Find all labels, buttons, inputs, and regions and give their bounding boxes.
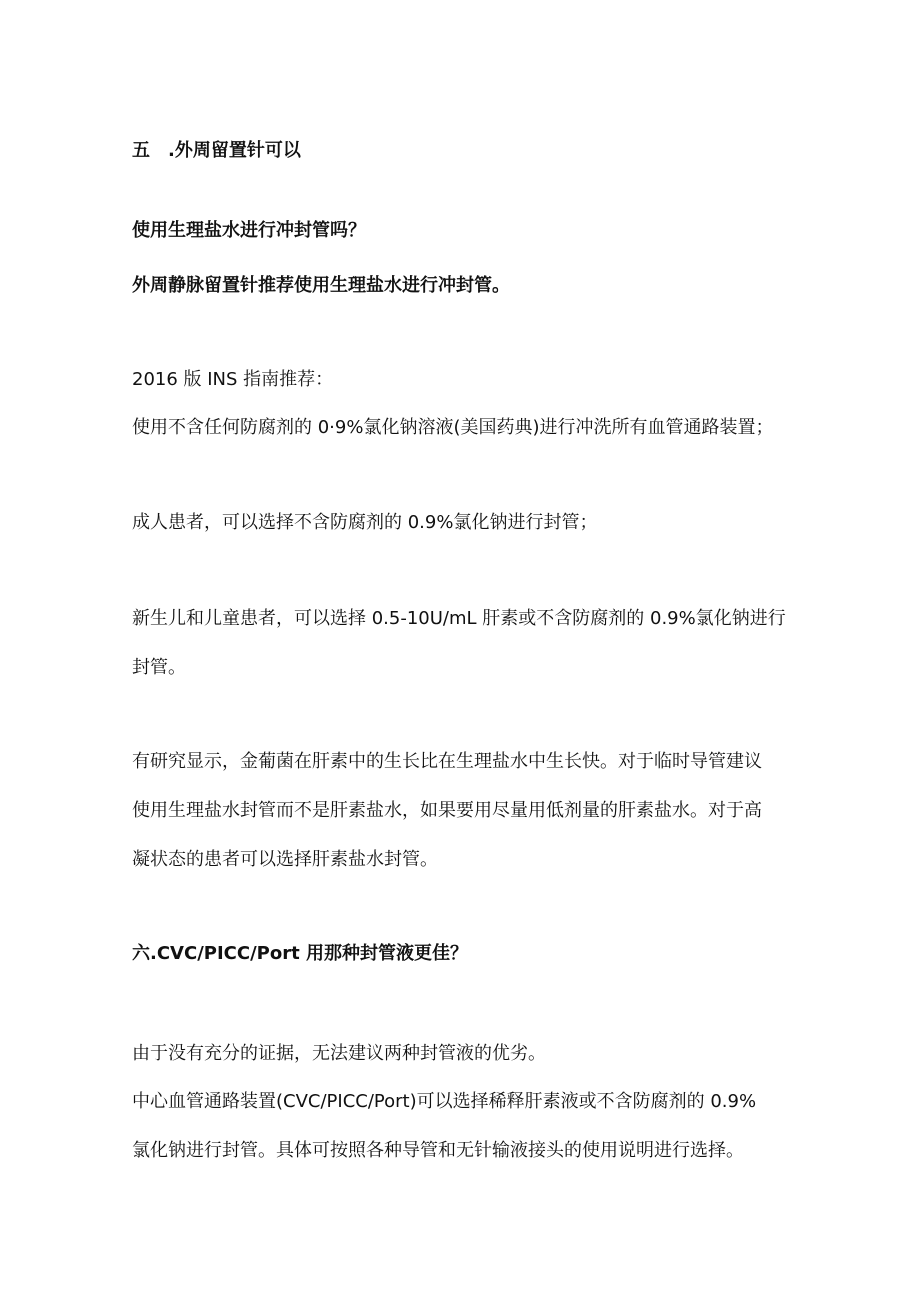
research-line-3: 凝状态的患者可以选择肝素盐水封管。 — [132, 849, 438, 870]
section5-number: 五 — [132, 140, 150, 161]
guideline-intro: 2016 版 INS 指南推荐： — [132, 369, 334, 390]
conclusion-line-2: 中心血管通路装置(CVC/PICC/Port)可以选择稀释肝素液或不含防腐剂的 0.9% — [132, 1091, 757, 1112]
conclusion-line-3: 氯化钠进行封管。具体可按照各种导管和无针输液接头的使用说明进行选择。 — [132, 1140, 744, 1161]
research-line-2: 使用生理盐水封管而不是肝素盐水，如果要用尽量用低剂量的肝素盐水。对于高 — [132, 800, 762, 821]
section6-heading: 六.CVC/PICC/Port 用那种封管液更佳？ — [132, 943, 468, 964]
guideline-point-1: 使用不含任何防腐剂的 0·9%氯化钠溶液(美国药典)进行冲洗所有血管通路装置； — [132, 417, 774, 438]
section5-question: 使用生理盐水进行冲封管吗？ — [132, 220, 366, 241]
guideline-point-3-line-2: 封管。 — [132, 657, 186, 678]
guideline-point-2: 成人患者，可以选择不含防腐剂的 0.9%氯化钠进行封管； — [132, 512, 598, 533]
section5-answer: 外周静脉留置针推荐使用生理盐水进行冲封管。 — [132, 275, 510, 296]
research-line-1: 有研究显示，金葡菌在肝素中的生长比在生理盐水中生长快。对于临时导管建议 — [132, 751, 762, 772]
section5-heading — [132, 139, 301, 163]
section5-title: .外周留置针可以 — [168, 140, 301, 161]
conclusion-line-1: 由于没有充分的证据，无法建议两种封管液的优劣。 — [132, 1043, 546, 1064]
guideline-point-3-line-1: 新生儿和儿童患者，可以选择 0.5-10U/mL 肝素或不含防腐剂的 0.9%氯化钠进行 — [132, 608, 786, 629]
